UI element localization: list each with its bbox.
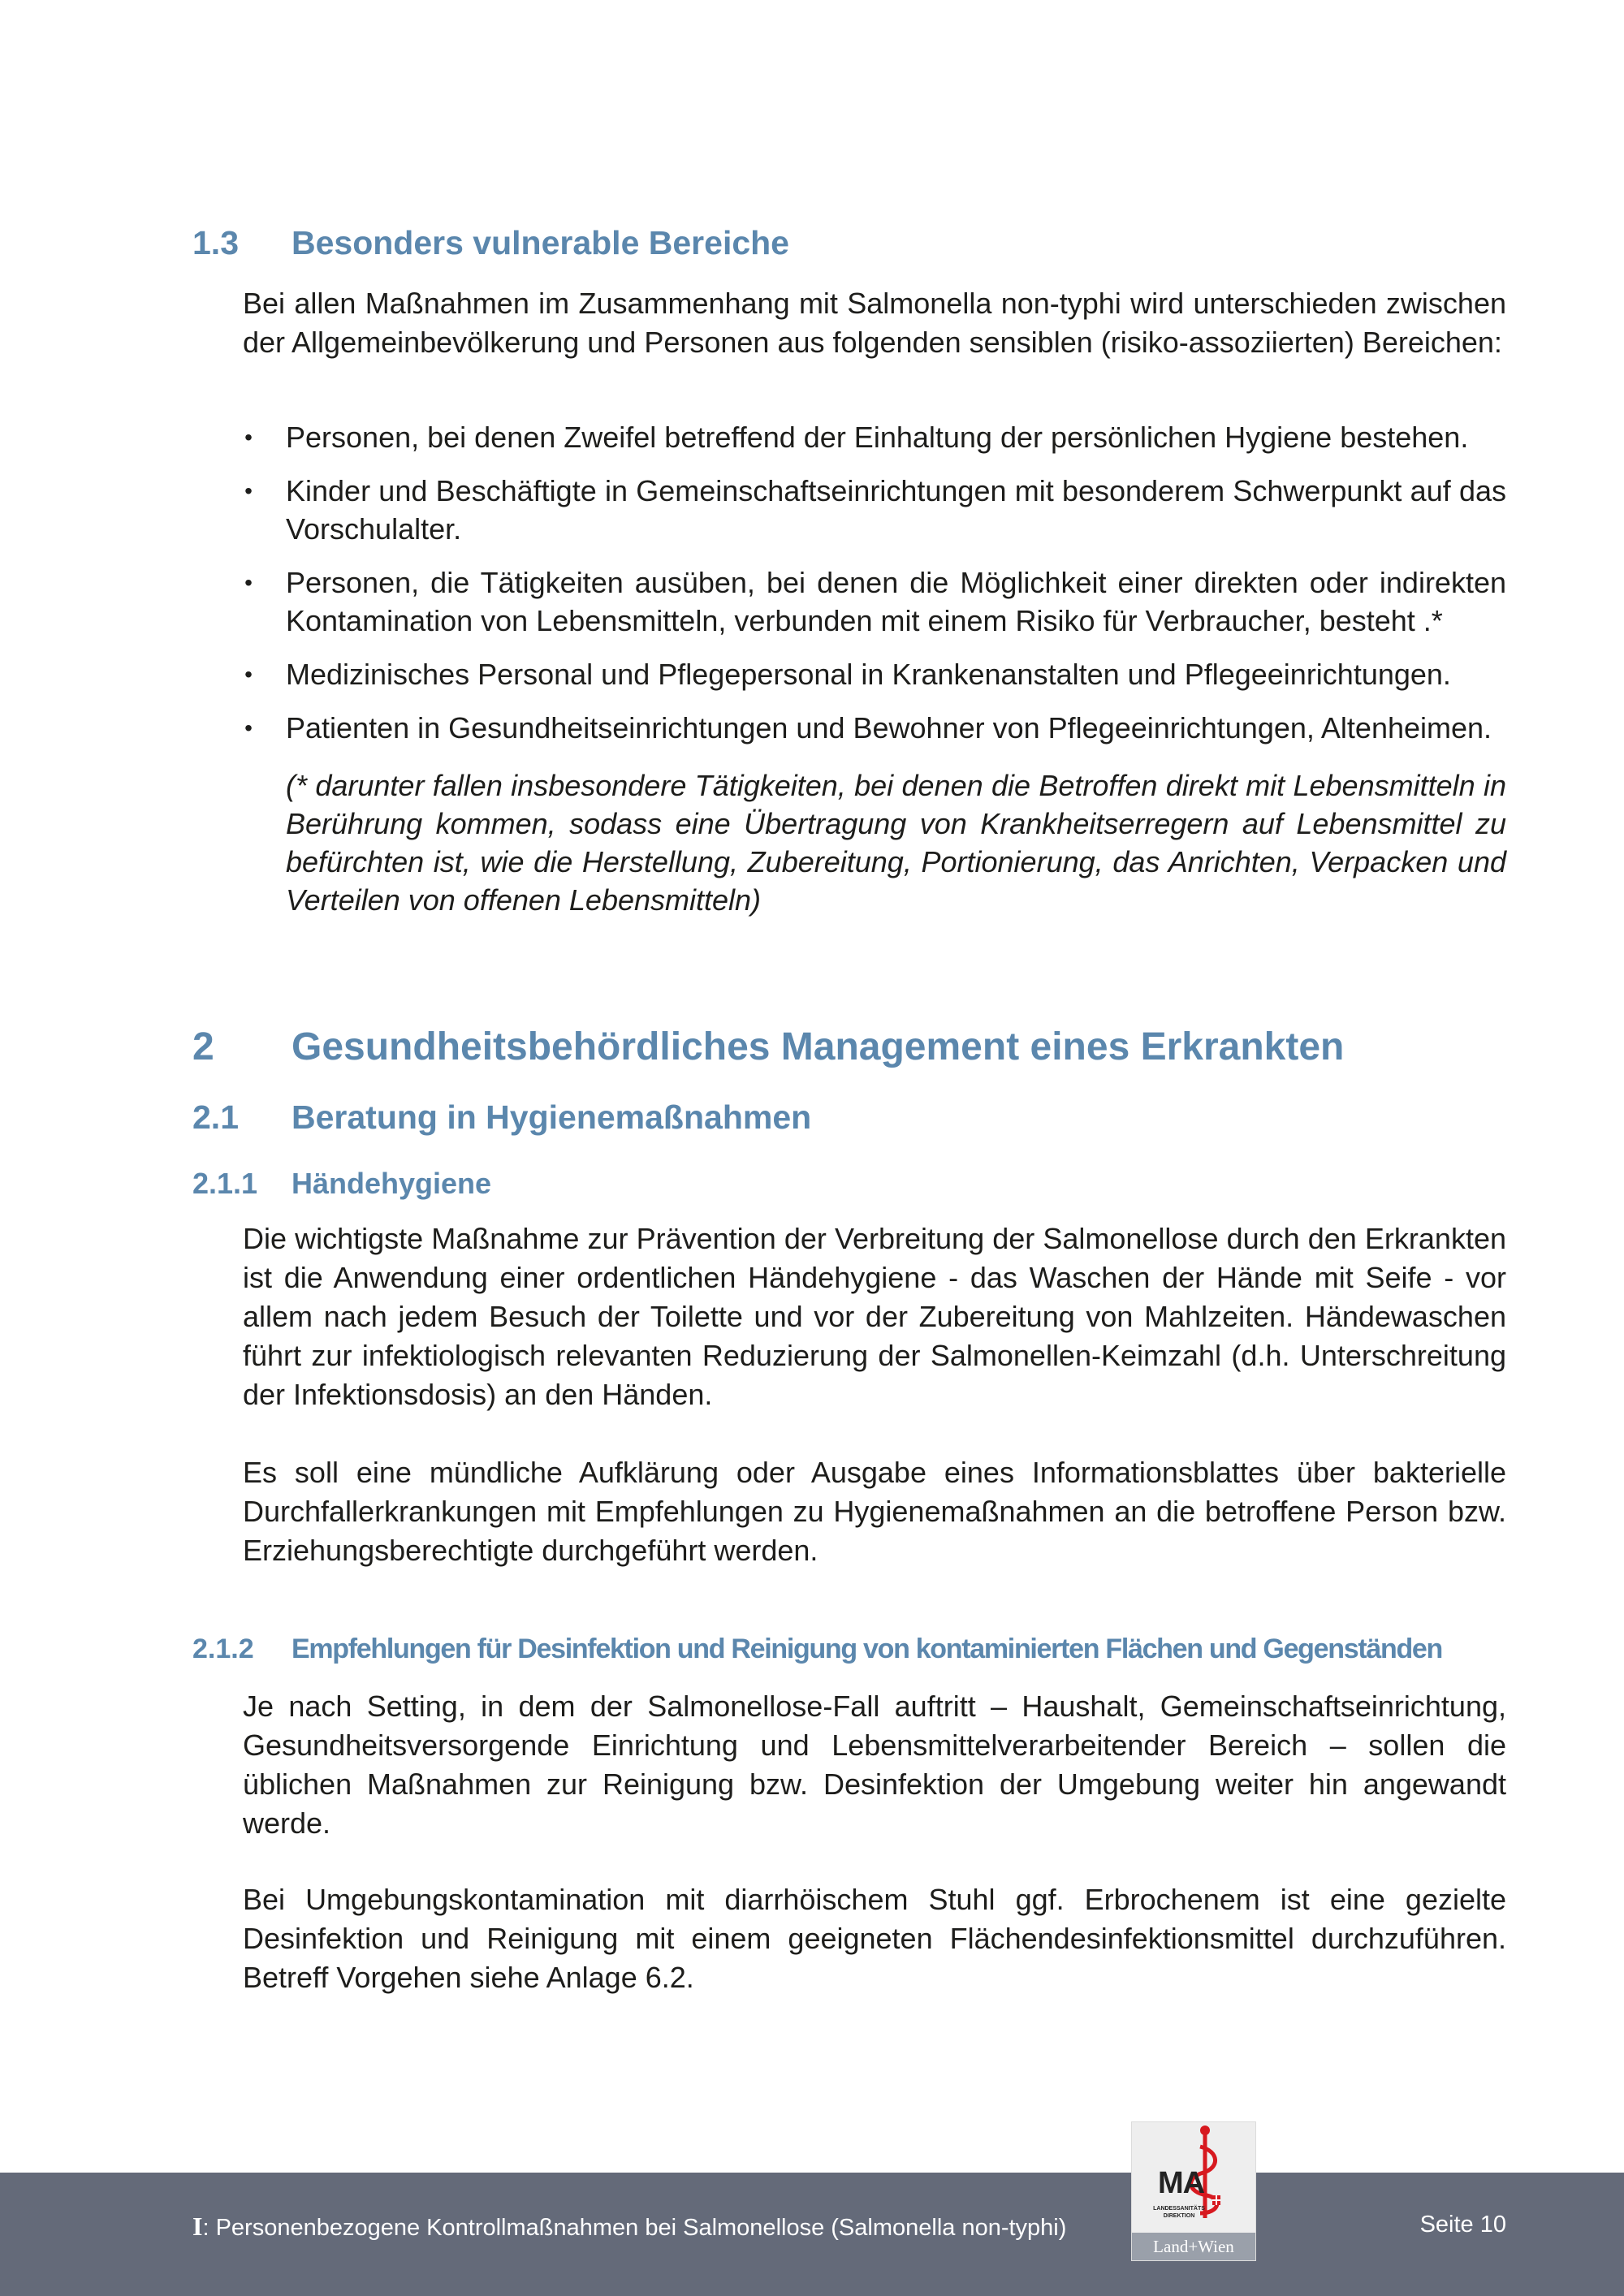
list-item: • Kinder und Beschäftigte in Gemeinschaftseinrichtungen mit besonderem Schwerpunkt auf das Vorschulalter. xyxy=(243,472,1506,548)
logo-subtitle: LANDESSANITÄTS DIREKTION xyxy=(1153,2206,1205,2219)
information-paragraph: Es soll eine mündliche Aufklärung oder Ausgabe eines Informationsblattes über bakterielle Durchfallerkrankungen mit Empfehlungen zu Hygienemaßnahmen an die betroffene Person bzw. Erziehungsberechtigte durchgeführt werden. xyxy=(243,1456,1506,1567)
section-heading-2-1 xyxy=(192,1098,811,1137)
vulnerable-groups-list xyxy=(243,418,1506,762)
subsection-number: 2.1.1 xyxy=(192,1167,258,1200)
section-number: 1.3 xyxy=(192,224,239,261)
contamination-paragraph: Bei Umgebungskontamination mit diarrhöischem Stuhl ggf. Erbrochenem ist eine gezielte Desinfektion und Reinigung mit einem geeigneten Flächendesinfektionsmittel durchzuführen. Betreff Vorgehen siehe Anlage 6.2. xyxy=(243,1883,1506,1994)
subsection-title: Händehygiene xyxy=(292,1167,492,1200)
disinfection-paragraph: Je nach Setting, in dem der Salmonellose-Fall auftritt – Haushalt, Gemeinschaftseinrichtung, Gesundheitsversorgende Einrichtung und Lebensmittelverarbeitender Bereich – sollen die üblichen Maßnahmen zur Reinigung bzw. Desinfektion der Umgebung weiter hin angewandt werde. xyxy=(243,1690,1506,1840)
bullet-icon: • xyxy=(244,570,253,595)
subsection-heading-2-1-1 xyxy=(192,1167,491,1201)
bullet-icon: • xyxy=(244,478,253,503)
chapter-title: Gesundheitsbehördliches Management eines Erkrankten xyxy=(292,1025,1345,1068)
section-number: 2.1 xyxy=(192,1098,239,1136)
subsection-heading-2-1-2 xyxy=(192,1634,1442,1665)
footer-part-number: I xyxy=(192,2212,203,2241)
logo-mark: MA xyxy=(1158,2166,1205,2200)
bullet-icon: • xyxy=(244,662,253,687)
page-number: Seite 10 xyxy=(1419,2212,1506,2238)
subsection-number: 2.1.2 xyxy=(192,1634,254,1664)
bullet-icon: • xyxy=(244,425,253,450)
list-item: • Personen, bei denen Zweifel betreffend der Einhaltung der persönlichen Hygiene bestehen. xyxy=(243,418,1506,456)
section-heading-1-3 xyxy=(192,224,789,262)
footer-title-text: : Personenbezogene Kontrollmaßnahmen bei Salmonellose (Salmonella non-typhi) xyxy=(202,2215,1067,2241)
hand-hygiene-paragraph: Die wichtigste Maßnahme zur Prävention der Verbreitung der Salmonellose durch den Erkrankten ist die Anwendung einer ordentlichen Händehygiene - das Waschen der Hände mit Seife - vor allem nach jedem Besuch der Toilette und vor der Zubereitung von Mahlzeiten. Händewaschen führt zur infektiologisch relevanten Reduzierung der Salmonellen-Keimzahl (d.h. Unterschreitung der Infektionsdosis) an den Händen. xyxy=(243,1222,1506,1411)
section-title: Besonders vulnerable Bereiche xyxy=(292,224,789,261)
bullet-icon: • xyxy=(244,715,253,740)
landessanitaetsdirektion-logo xyxy=(1132,2122,1255,2260)
section-title: Beratung in Hygienemaßnahmen xyxy=(292,1098,812,1136)
list-item: • Patienten in Gesundheitseinrichtungen und Bewohner von Pflegeeinrichtungen, Altenheimen. xyxy=(243,709,1506,747)
logo-band-text: Land+Wien xyxy=(1132,2233,1255,2260)
intro-paragraph: Bei allen Maßnahmen im Zusammenhang mit Salmonella non-typhi wird unterschieden zwischen der Allgemeinbevölkerung und Personen aus folgenden sensiblen (risiko-assoziierten) Bereichen: xyxy=(243,287,1506,359)
footer-document-title xyxy=(192,2212,1066,2242)
footnote-note: (* darunter fallen insbesondere Tätigkeiten, bei denen die Betroffen direkt mit Lebensmitteln in Berührung kommen, sodass eine Übertragung von Krankheitserregern auf Lebensmittel zu befürchten ist, wie die Herstellung, Zubereitung, Portionierung, das Anrichten, Verpacken und Verteilen von offenen Lebensmitteln) xyxy=(286,769,1506,917)
chapter-number: 2 xyxy=(192,1025,214,1068)
list-item: • Personen, die Tätigkeiten ausüben, bei denen die Möglichkeit einer direkten oder indirekten Kontamination von Lebensmitteln, verbunden mit einem Risiko für Verbraucher, besteht .* xyxy=(243,563,1506,640)
list-item: • Medizinisches Personal und Pflegepersonal in Krankenanstalten und Pflegeeinrichtungen. xyxy=(243,655,1506,693)
subsection-title: Empfehlungen für Desinfektion und Reinigung von kontaminierten Flächen und Gegenständen xyxy=(292,1634,1442,1664)
chapter-heading-2 xyxy=(192,1025,1344,1069)
